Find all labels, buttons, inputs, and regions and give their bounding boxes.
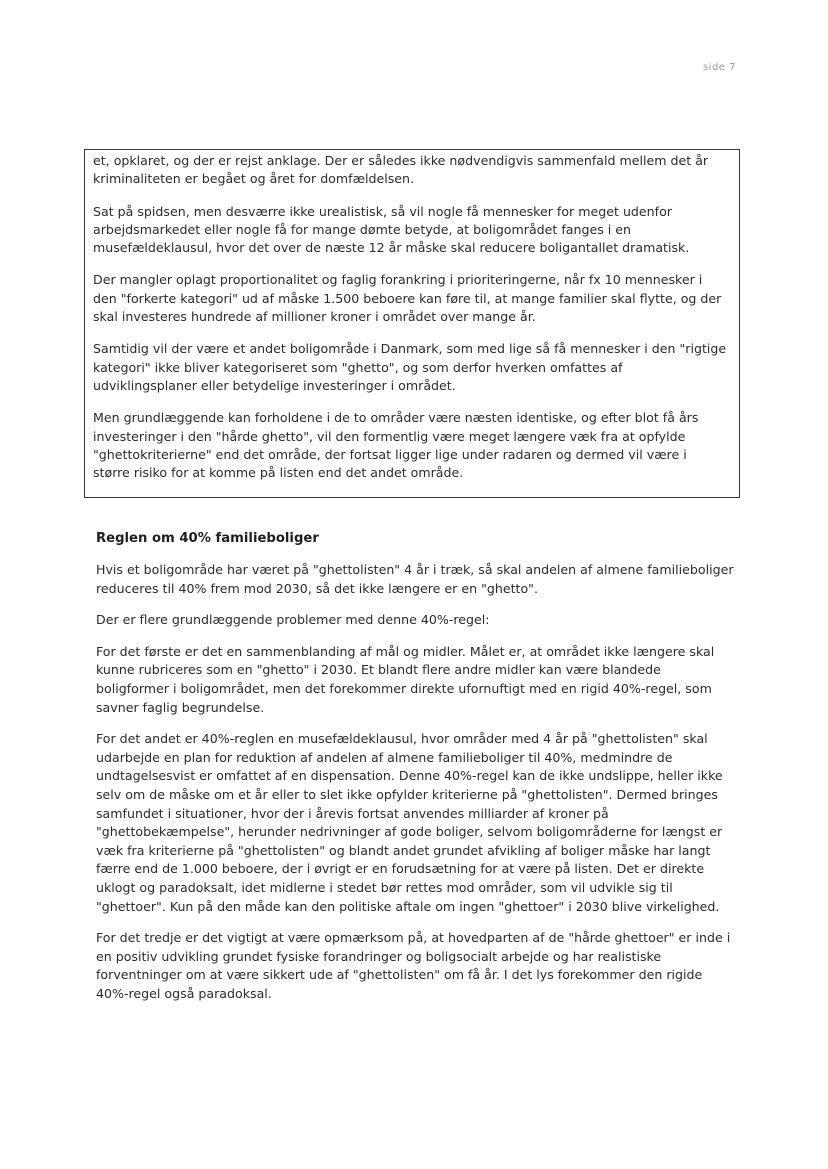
section-paragraph-1: Hvis et boligområde har været på "ghettolisten" 4 år i træk, så skal andelen af almene familieboliger reduceres til 40% frem mod 2030, så det ikke længere er en "ghetto".: [96, 562, 734, 596]
box-paragraph-3: Der mangler oplagt proportionalitet og faglig forankring i prioriteringerne, når fx 10 mennesker i den "forkerte kategori" ud af måske 1.500 beboere kan føre til, at mange familier skal flytte, og der skal investeres hundrede af millioner kroner i området over mange år.: [93, 272, 722, 325]
page-number: side 7: [702, 62, 736, 73]
section-paragraph-2: Der er flere grundlæggende problemer med denne 40%-regel:: [96, 612, 490, 628]
box-paragraph-5: Men grundlæggende kan forholdene i de to områder være næsten identiske, og efter blot få års investeringer i den "hårde ghetto", vil den formentlig være meget længere væk fra at opfylde "ghettokriterierne" end det område, der fortsat ligger lige under radaren og dermed vil være i større risiko for at komme på listen end det andet område.: [93, 410, 699, 481]
section-heading: Reglen om 40% familieboliger: [96, 531, 319, 546]
box-paragraph-2: Sat på spidsen, men desværre ikke urealistisk, så vil nogle få mennesker for meget udenfor arbejdsmarkedet eller nogle få for mange dømte betyde, at boligområdet fanges i en musefældeklausul, hvor det over de næste 12 år måske skal reducere boligantallet dramatisk.: [93, 203, 690, 256]
box-paragraph-4: Samtidig vil der være et andet boligområde i Danmark, som med lige så få mennesker i den "rigtige kategori" ikke bliver kategoriseret som "ghetto", og som derfor hverken omfattes af udviklingsplaner eller betydelige investeringer i området.: [93, 341, 727, 393]
section-paragraph-5: For det tredje er det vigtigt at være opmærksom på, at hovedparten af de "hårde ghettoer" er inde i en positiv udvikling grundet fysiske forandringer og boligsocialt arbejde og har realistiske forventninger om at være sikkert ude af "ghettolisten" om få år. I det lys forekommer den rigide 40%-regel også paradoksal.: [96, 930, 731, 1001]
section-40-percent-rule: [96, 531, 736, 1016]
section-paragraph-4: For det andet er 40%-reglen en musefældeklausul, hvor områder med 4 år på "ghettolisten" skal udarbejde en plan for reduktion af andelen af almene familieboliger til 40%, medmindre de undtagelsesvist er omfattet af en dispensation. Denne 40%-regel kan de ikke undslippe, heller ikke selv om de måske om et år eller to slet ikke opfylder kriterierne på "ghettolisten". Dermed bringes samfundet i situationer, hvor der i årevis fortsat anvendes milliarder af kroner på "ghettobekæmpelse", herunder nedrivninger af gode boliger, selvom boligområderne for længst er væk fra kriterierne på "ghettolisten" og blandt andet grundet afvikling af boliger måske har langt færre end de 1.000 beboere, der i øvrigt er en forudsætning for at være på listen. Det er direkte uklogt og paradoksalt, idet midlerne i stedet bør rettes mod områder, som vil udvikle sig til "ghettoer". Kun på den måde kan den politiske aftale om ingen "ghettoer" i 2030 blive virkelighed.: [96, 731, 723, 914]
box-paragraph-1: et, opklaret, og der er rejst anklage. Der er således ikke nødvendigvis sammenfald mellem det år kriminaliteten er begået og året for domfældelsen.: [93, 153, 709, 187]
section-paragraph-3: For det første er det en sammenblanding af mål og midler. Målet er, at området ikke længere skal kunne rubriceres som en "ghetto" i 2030. Et blandt flere andre midler kan være blandede boligformer i boligområdet, men det forekommer direkte ufornuftigt med en rigid 40%-regel, som savner faglig begrundelse.: [96, 643, 715, 715]
framed-text-box: [84, 149, 740, 498]
